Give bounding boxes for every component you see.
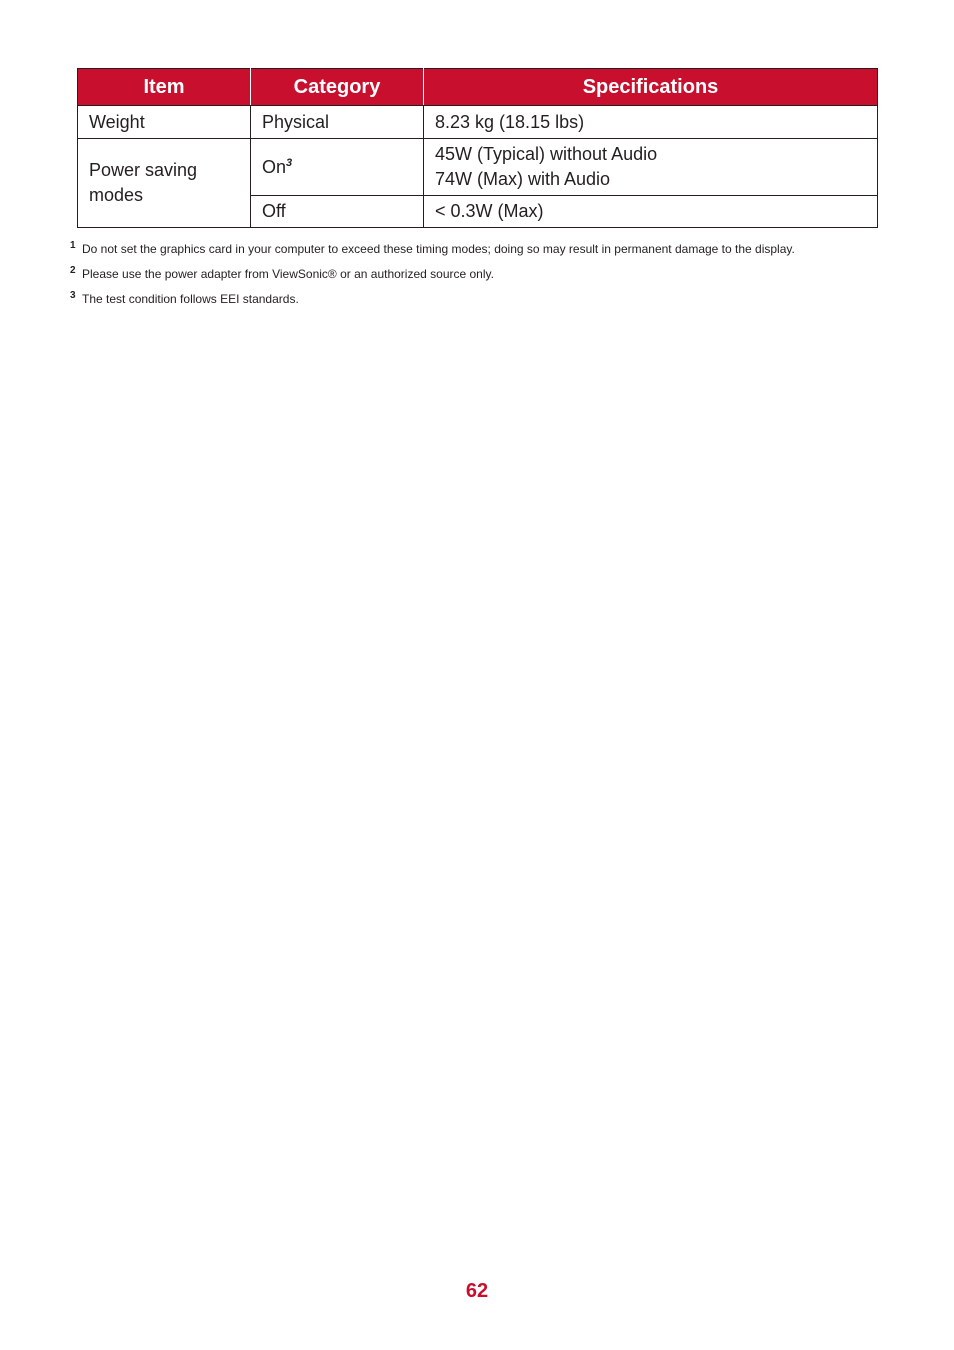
- footnotes: [70, 235, 890, 310]
- cell-category-on: [251, 139, 424, 196]
- cell-category-off: Off: [251, 196, 424, 228]
- cell-item-power-saving: Power saving modes: [78, 139, 251, 228]
- footnote-number: 3: [70, 290, 76, 301]
- header-specifications: Specifications: [424, 69, 878, 106]
- cell-category-physical: Physical: [251, 106, 424, 139]
- table-row: [78, 106, 878, 139]
- footnote-text: Please use the power adapter from ViewSonic® or an authorized source only.: [82, 267, 494, 281]
- spec-on-line-2: 74W (Max) with Audio: [435, 169, 611, 189]
- footnote-marker: 3: [286, 156, 293, 169]
- footnote: [70, 235, 890, 260]
- footnote: [70, 260, 890, 285]
- cell-spec-off: < 0.3W (Max): [424, 196, 878, 228]
- table-row: [78, 139, 878, 196]
- footnote-number: 1: [70, 240, 76, 251]
- category-on-label: On: [262, 156, 287, 177]
- cell-item-weight: Weight: [78, 106, 251, 139]
- header-category: Category: [251, 69, 424, 106]
- header-item: Item: [78, 69, 251, 106]
- table-header-row: [78, 69, 878, 106]
- specifications-table: [77, 68, 878, 228]
- footnote: [70, 285, 890, 310]
- spec-on-line-1: 45W (Typical) without Audio: [435, 144, 658, 164]
- page-number: 62: [465, 1280, 489, 1302]
- cell-spec-on: [424, 139, 878, 196]
- footnote-text: The test condition follows EEI standards.: [82, 292, 299, 306]
- cell-spec-weight: 8.23 kg (18.15 lbs): [424, 106, 878, 139]
- footnote-text: Do not set the graphics card in your computer to exceed these timing modes; doing so may result in permanent damage to the display.: [82, 242, 795, 256]
- footnote-number: 2: [70, 265, 76, 276]
